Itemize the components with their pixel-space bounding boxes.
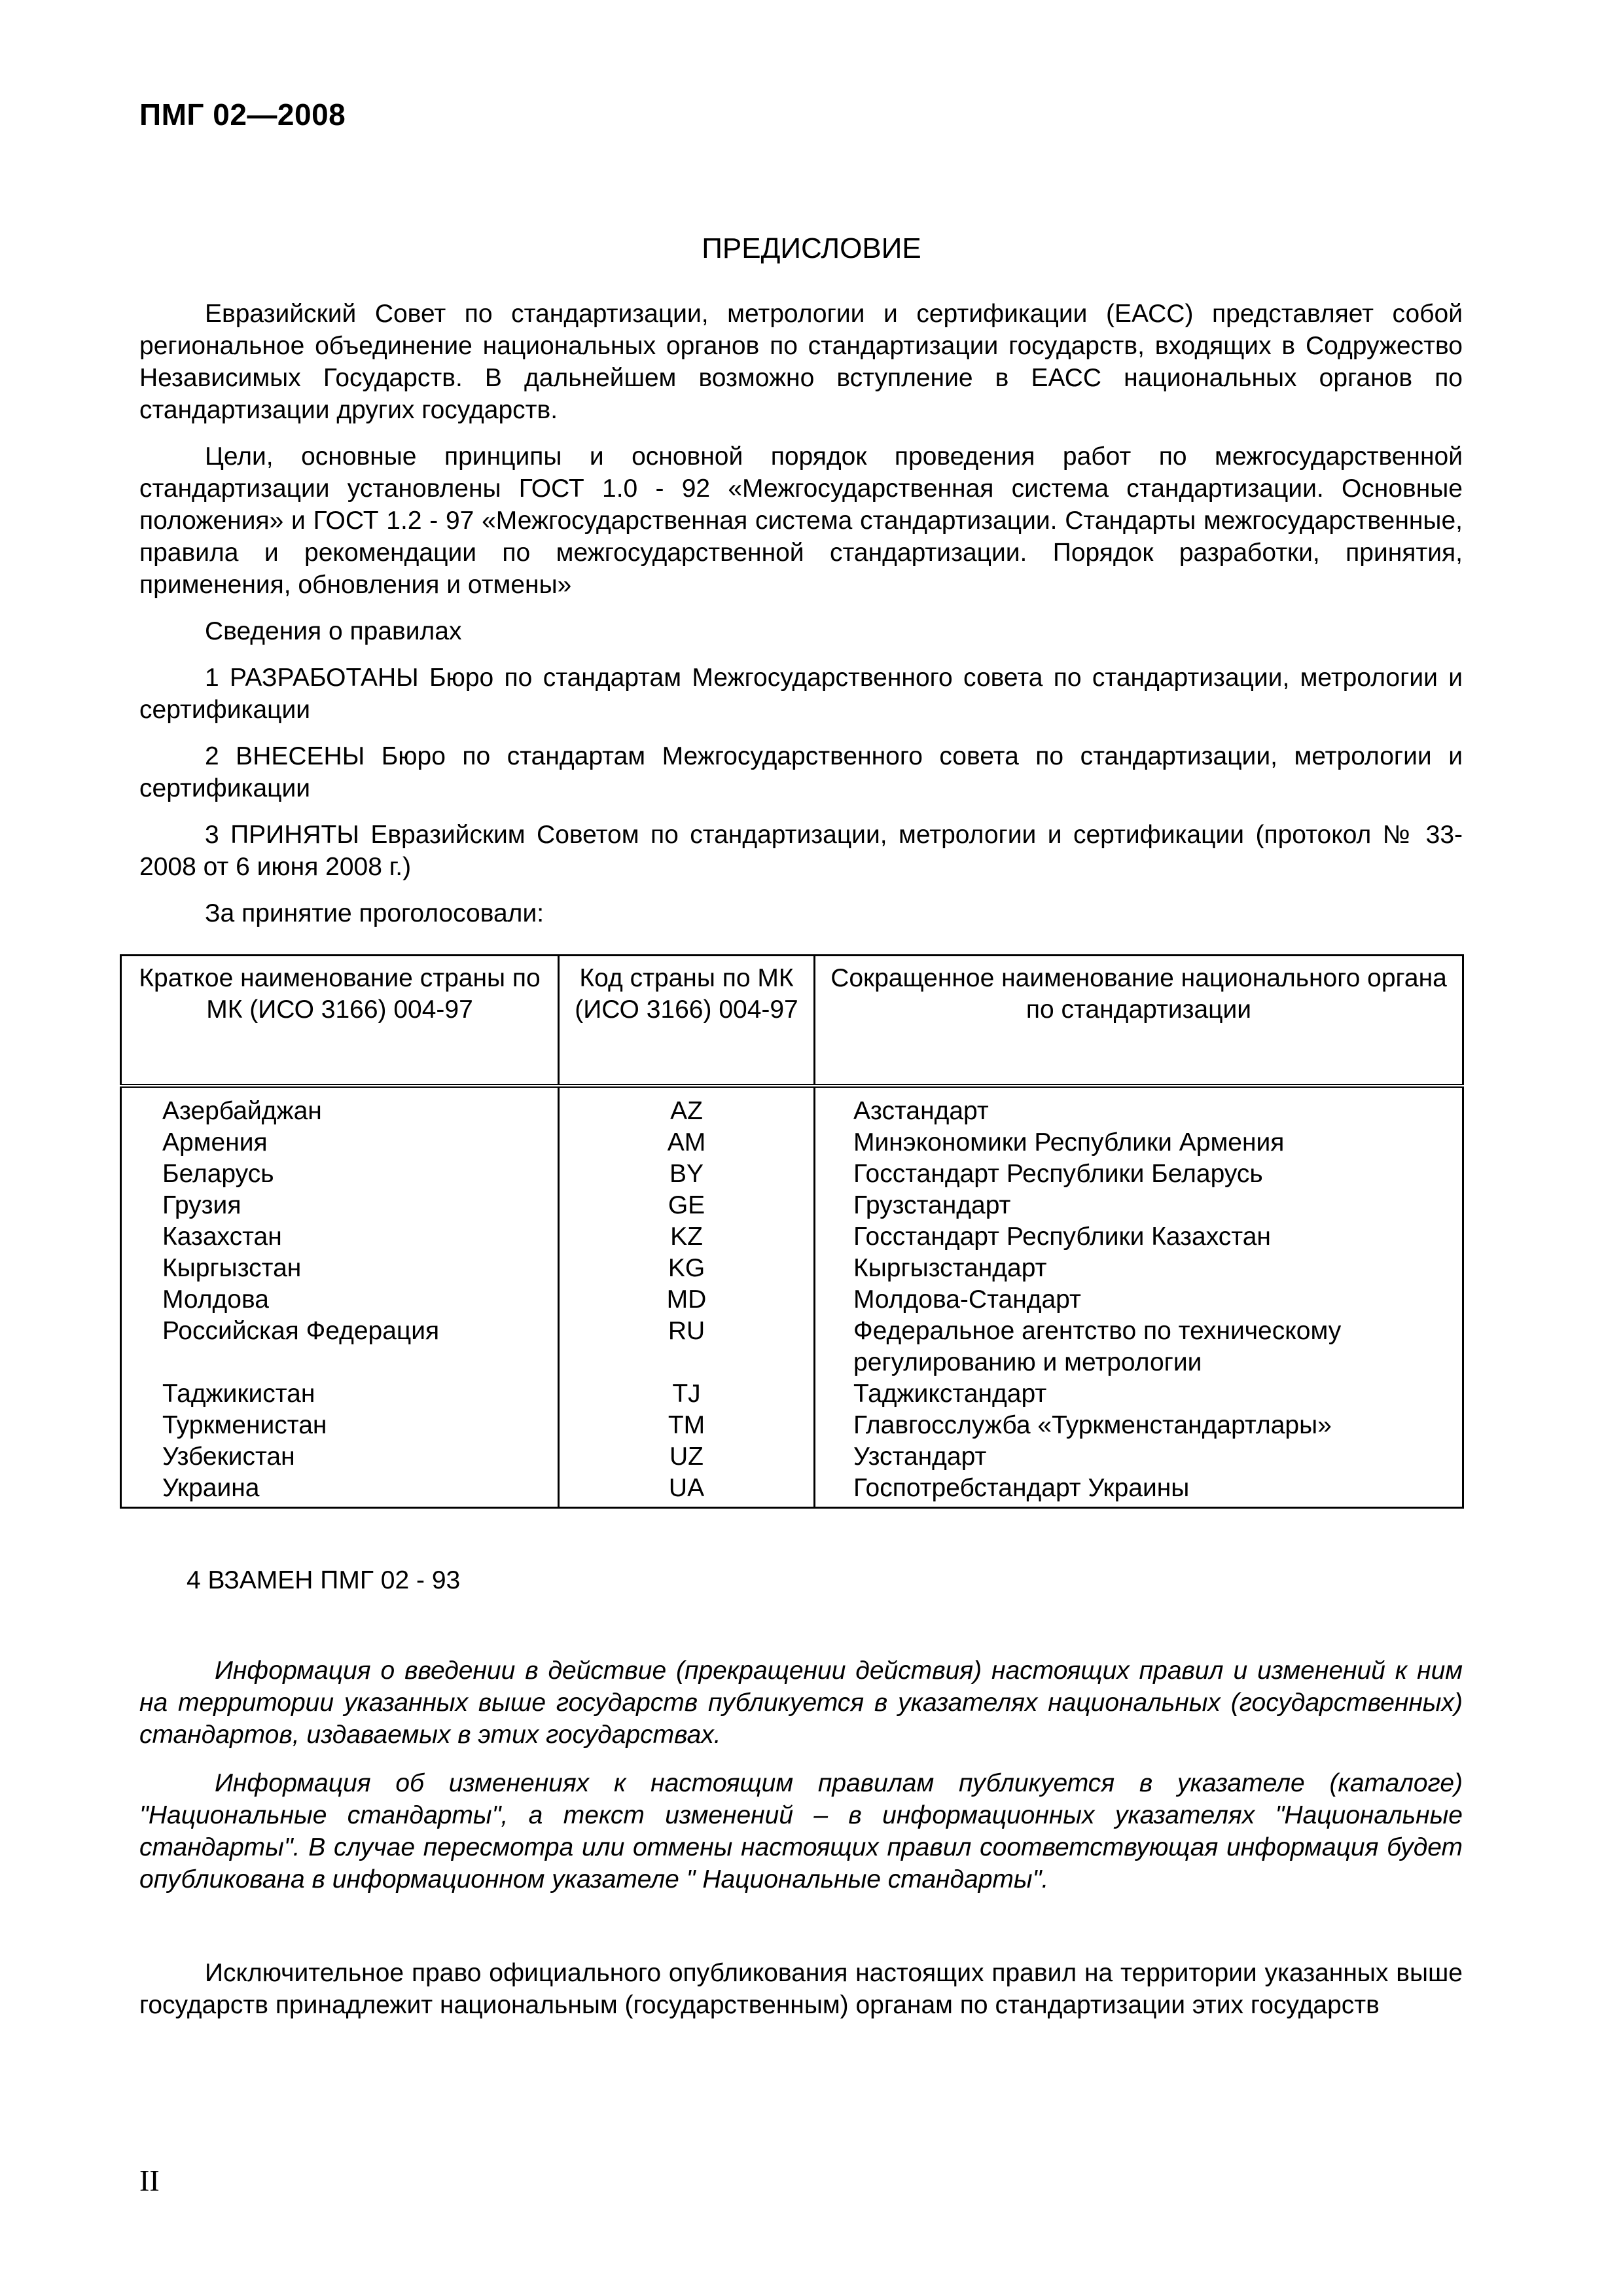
info-paragraph-enforcement: Информация о введении в действие (прекращении действия) настоящих правил и изменений к ним на территории указанных выше государств публикуется в указателях национальных (государственных) стандартов, издаваемых в этих государствах. — [139, 1657, 1463, 1749]
table-body — [121, 1086, 1463, 1508]
cell-country: Туркменистан — [121, 1410, 559, 1441]
intro-paragraph: Евразийский Совет по стандартизации, метрологии и сертификации (ЕАСС) представляет собой региональное объединение национальных органов по стандартизации государств, входящих в Содружество Независимых Государств. В дальнейшем возможно вступление в ЕАСС национальных органов по стандартизации других государств. — [139, 300, 1463, 424]
voting-table — [120, 954, 1464, 1509]
section-heading: ПРЕДИСЛОВИЕ — [702, 232, 921, 264]
cell-code: TM — [559, 1410, 815, 1441]
cell-organ: Молдова-Стандарт — [815, 1284, 1463, 1316]
cell-code: KZ — [559, 1221, 815, 1253]
cell-organ: Грузстандарт — [815, 1190, 1463, 1221]
table-row — [121, 1086, 1463, 1127]
cell-country: Беларусь — [121, 1158, 559, 1190]
table-row — [121, 1284, 1463, 1316]
cell-organ: Федеральное агентство по техническому регулированию и метрологии — [815, 1316, 1463, 1378]
cell-country: Украина — [121, 1473, 559, 1508]
cell-organ: Госстандарт Республики Беларусь — [815, 1158, 1463, 1190]
column-header-country: Краткое наименование страны по МК (ИСО 3166) 004-97 — [121, 956, 559, 1086]
column-header-code: Код страны по МК (ИСО 3166) 004-97 — [559, 956, 815, 1086]
table-row — [121, 1441, 1463, 1473]
document-code: ПМГ 02—2008 — [139, 98, 346, 132]
table-row — [121, 1410, 1463, 1441]
exclusive-right-paragraph: Исключительное право официального опубликования настоящих правил на территории указанных выше государств принадлежит национальным (государственным) органам по стандартизации этих государств — [139, 1959, 1463, 2019]
cell-country: Узбекистан — [121, 1441, 559, 1473]
cell-country: Грузия — [121, 1190, 559, 1221]
rules-info-label: Сведения о правилах — [205, 617, 462, 645]
cell-country: Кыргызстан — [121, 1253, 559, 1284]
table-row — [121, 1221, 1463, 1253]
voted-label: За принятие проголосовали: — [205, 899, 544, 927]
cell-country: Казахстан — [121, 1221, 559, 1253]
cell-organ: Госстандарт Республики Казахстан — [815, 1221, 1463, 1253]
cell-organ: Минэкономики Республики Армения — [815, 1127, 1463, 1158]
table-row — [121, 1378, 1463, 1410]
cell-code: MD — [559, 1284, 815, 1316]
info-paragraph-changes: Информация об изменениях к настоящим правилам публикуется в указателе (каталоге) "Национальные стандарты", а текст изменений – в информационных указателях "Национальные стандарты". В случае пересмотра или отмены настоящих правил соответствующая информация будет опубликована в информационном указателе " Национальные стандарты". — [139, 1769, 1463, 1893]
cell-code: TJ — [559, 1378, 815, 1410]
table-row — [121, 1158, 1463, 1190]
foreword-body — [139, 298, 1463, 944]
cell-code: AZ — [559, 1086, 815, 1127]
cell-organ: Таджикстандарт — [815, 1378, 1463, 1410]
cell-organ: Азстандарт — [815, 1086, 1463, 1127]
cell-organ: Узстандарт — [815, 1441, 1463, 1473]
cell-country: Российская Федерация — [121, 1316, 559, 1378]
cell-country: Молдова — [121, 1284, 559, 1316]
table-header-row — [121, 956, 1463, 1086]
cell-organ: Кыргызстандарт — [815, 1253, 1463, 1284]
table-row — [121, 1473, 1463, 1508]
cell-code: BY — [559, 1158, 815, 1190]
page-number: II — [139, 2164, 160, 2197]
cell-country: Азербайджан — [121, 1086, 559, 1127]
cell-code: AM — [559, 1127, 815, 1158]
cell-code: RU — [559, 1316, 815, 1378]
cell-country: Таджикистан — [121, 1378, 559, 1410]
cell-code: KG — [559, 1253, 815, 1284]
table-row — [121, 1190, 1463, 1221]
adopted-paragraph: 3 ПРИНЯТЫ Евразийским Советом по стандартизации, метрологии и сертификации (протокол № 33-2008 от 6 июня 2008 г.) — [139, 821, 1463, 881]
goals-paragraph: Цели, основные принципы и основной порядок проведения работ по межгосударственной стандартизации установлены ГОСТ 1.0 - 92 «Межгосударственная система стандартизации. Основные положения» и ГОСТ 1.2 - 97 «Межгосударственная система стандартизации. Стандарты межгосударственные, правила и рекомендации по межгосударственной стандартизации. Порядок разработки, принятия, применения, обновления и отмены» — [139, 442, 1463, 599]
table-row — [121, 1127, 1463, 1158]
developed-paragraph: 1 РАЗРАБОТАНЫ Бюро по стандартам Межгосударственного совета по стандартизации, метрологии и сертификации — [139, 664, 1463, 724]
cell-organ: Главгосслужба «Туркменстандартлары» — [815, 1410, 1463, 1441]
cell-code: UA — [559, 1473, 815, 1508]
column-header-organ: Сокращенное наименование национального органа по стандартизации — [815, 956, 1463, 1086]
submitted-paragraph: 2 ВНЕСЕНЫ Бюро по стандартам Межгосударственного совета по стандартизации, метрологии и сертификации — [139, 742, 1463, 802]
cell-country: Армения — [121, 1127, 559, 1158]
table-row — [121, 1316, 1463, 1378]
cell-code: GE — [559, 1190, 815, 1221]
cell-code: UZ — [559, 1441, 815, 1473]
cell-organ: Госпотребстандарт Украины — [815, 1473, 1463, 1508]
replaced-note: 4 ВЗАМЕН ПМГ 02 - 93 — [187, 1566, 461, 1594]
table-row — [121, 1253, 1463, 1284]
